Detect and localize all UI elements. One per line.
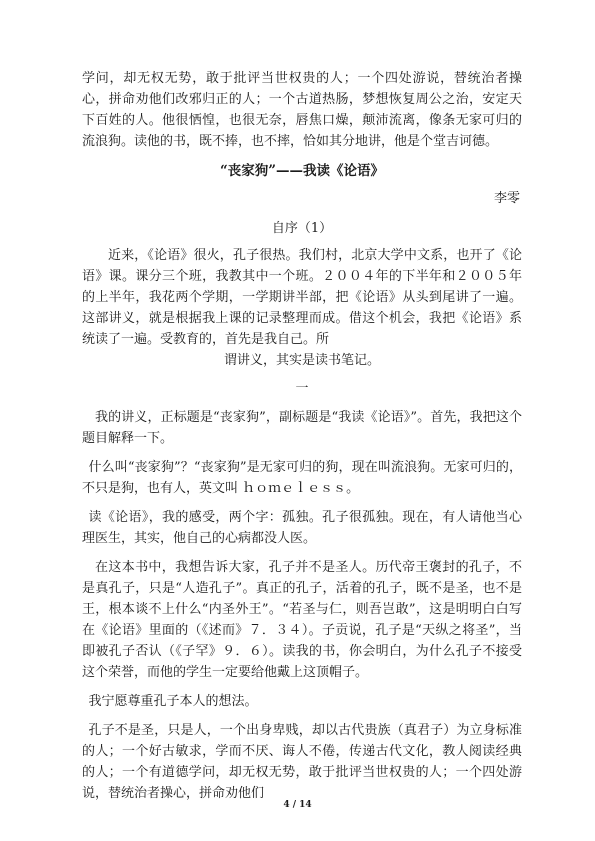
- intro-block: [82, 68, 522, 152]
- author-name: 李零: [493, 191, 520, 206]
- page-content: [82, 68, 522, 804]
- body-paragraph: 读《论语》，我的感受，两个字：孤独。孔子很孤独。现在，有人请他当心理医生，其实，他自己的心病都没人医。: [82, 510, 522, 546]
- preface-paragraph: 近来，《论语》很火，孔子很热。我们村，北京大学中文系，也开了《论语》课。课分三个班，我教其中一个班。２００４年的下半年和２００５年的上半年，我花两个学期，一学期讲半部，把《论语》从头到尾讲了一遍。这部讲义，就是根据我上课的记录整理而成。借这个机会，我把《论语》系统读了一遍。受教育的，首先是我自己。所: [82, 248, 522, 347]
- article-title: “丧家狗”——我读《论语》: [219, 163, 385, 179]
- body-paragraph: 什么叫“丧家狗”？“丧家狗”是无家可归的狗，现在叫流浪狗。无家可归的，不只是狗，也有人，英文叫 ｈｏｍｅｌｅｓｓ。: [82, 460, 522, 496]
- page-number: 4 / 14: [283, 800, 312, 810]
- preface-heading: 自序（1）: [271, 221, 333, 236]
- body-paragraph: 在这本书中，我想告诉大家，孔子并不是圣人。历代帝王褒封的孔子，不是真孔子，只是“人造孔子”。真正的孔子，活着的孔子，既不是圣，也不是王，根本谈不上什么“内圣外王”。“若圣与仁，则吾岂敢”，这是明明白白写在《论语》里面的（《述而》７．３４）。子贡说，孔子是“天纵之将圣”，当即被孔子否认（《子罕》９．６）。读我的书，你会明白，为什么孔子不接受这个荣誉，而他的学生一定要给他戴上这顶帽子。: [82, 560, 522, 680]
- body-paragraph: 我的讲义，正标题是“丧家狗”，副标题是“我读《论语》”。首先，我把这个题目解释一下。: [82, 410, 522, 446]
- body-text: [82, 407, 522, 804]
- section-number: 一: [295, 381, 309, 396]
- preface-block: [82, 245, 522, 371]
- intro-paragraph: 学问，却无权无势，敢于批评当世权贵的人；一个四处游说，替统治者操心，拼命劝他们改邪归正的人；一个古道热肠，梦想恢复周公之治，安定天下百姓的人。他很恓惶，也很无奈，唇焦口燥，颠沛流离，像条无家可归的流浪狗。读他的书，既不捧，也不摔，恰如其分地讲，他是个堂吉诃德。: [82, 71, 522, 149]
- body-paragraph: 孔子不是圣，只是人，一个出身卑贱，却以古代贵族（真君子）为立身标准的人；一个好古敏求，学而不厌、诲人不倦，传递古代文化，教人阅读经典的人；一个有道德学问，却无权无势，敢于批评当世权贵的人；一个四处游说，替统治者操心，拼命劝他们: [82, 723, 522, 801]
- preface-last-line: 谓讲义，其实是读书笔记。: [223, 353, 380, 368]
- body-paragraph: 我宁愿尊重孔子本人的想法。: [88, 694, 258, 709]
